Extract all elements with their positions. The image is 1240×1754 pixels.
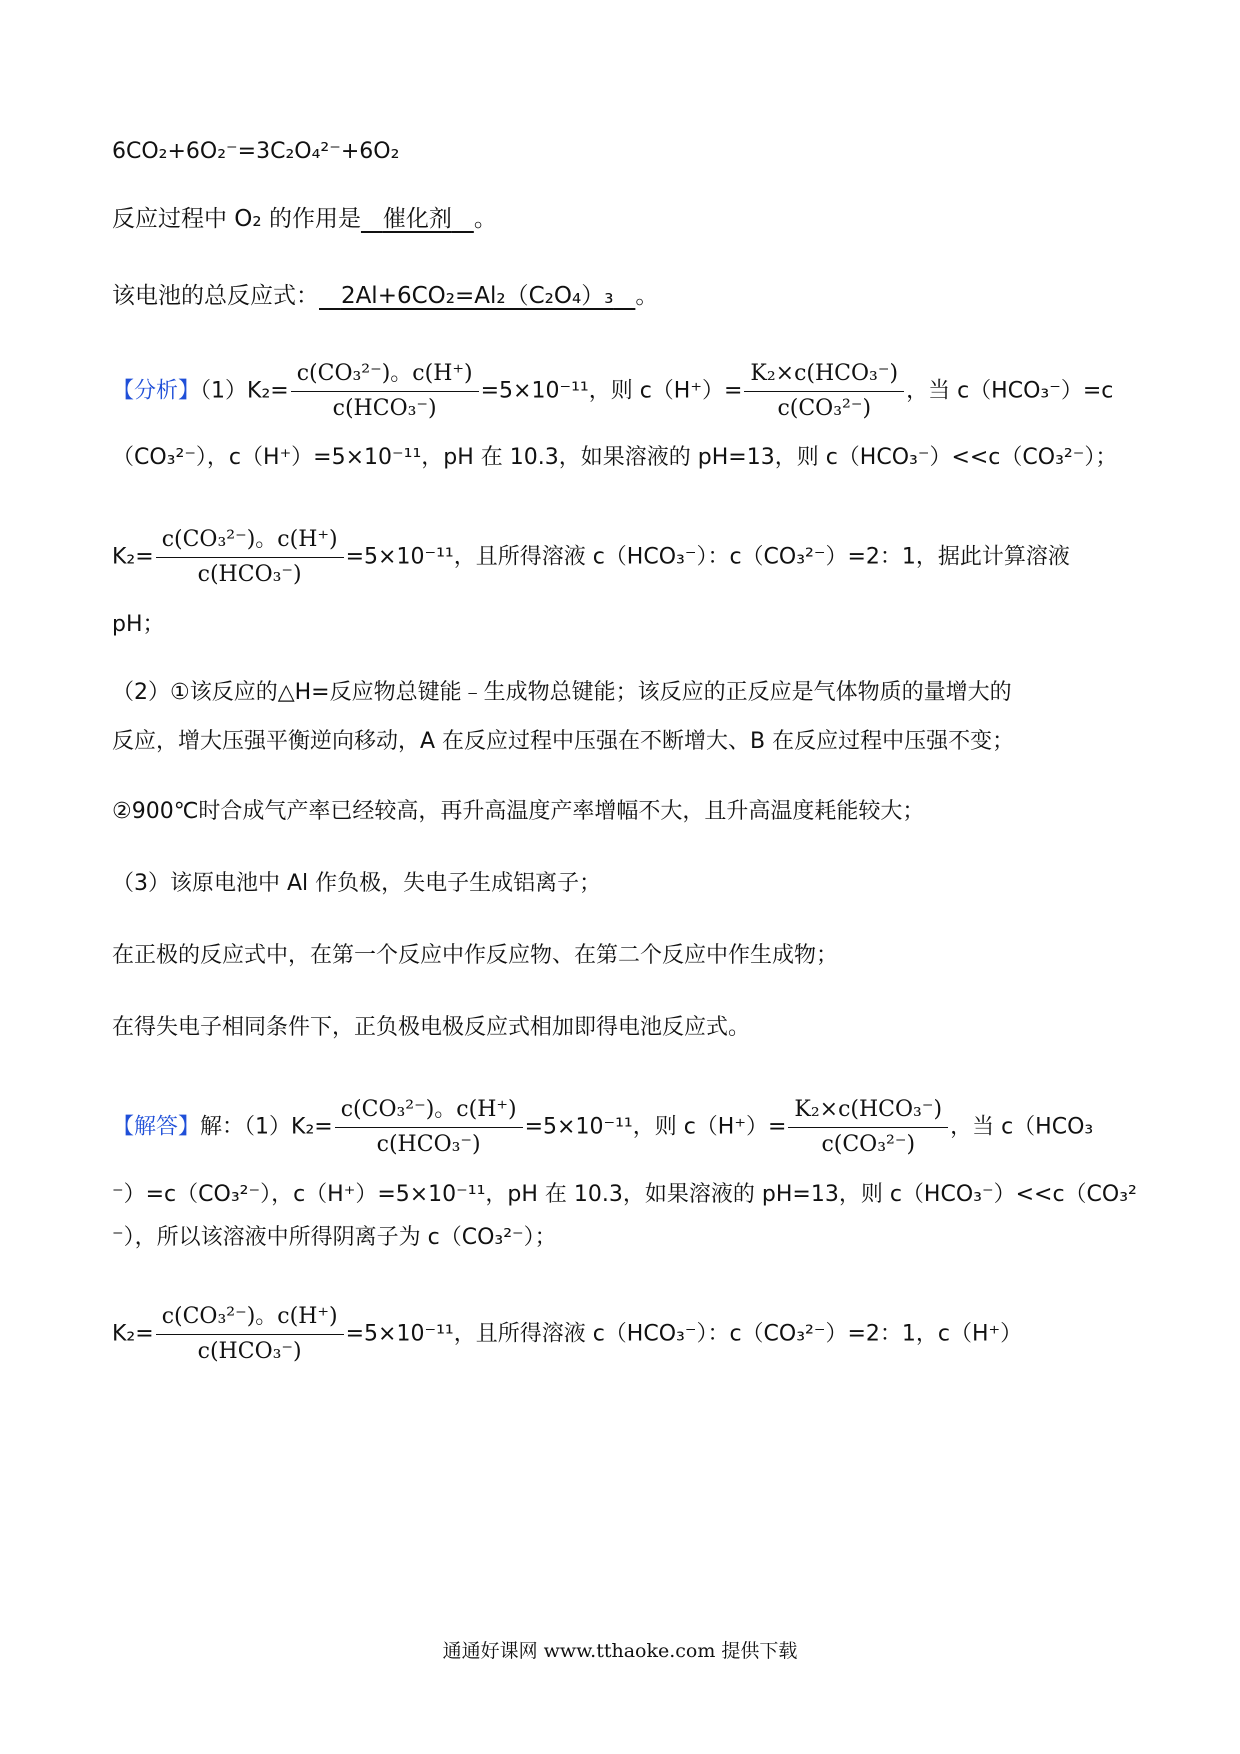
analysis-line-2: （CO₃²⁻），c（H⁺）=5×10⁻¹¹，pH 在 10.3，如果溶液的 pH=13，则 c（HCO₃⁻）<<c（CO₃²⁻）；	[112, 445, 1118, 470]
analysis-line-6: 反应，增大压强平衡逆向移动，A 在反应过程中压强在不断增大、B 在反应过程中压强不变；	[112, 729, 1015, 754]
h-fraction: $\frac{\text{K₂×c(HCO₃⁻)}}{\text{c(CO₃²⁻)}}$	[788, 1093, 948, 1162]
analysis-line-8: （3）该原电池中 Al 作负极，失电子生成铝离子；	[112, 871, 602, 896]
k2-fraction: $\frac{\text{c(CO₃²⁻)。c(H⁺)}}{\text{c(HCO₃⁻)}}$	[156, 523, 344, 592]
analysis-line-3: K₂= $\frac{\text{c(CO₃²⁻)。c(H⁺)}}{\text{c(HCO₃⁻)}}$ =5×10⁻¹¹，且所得溶液 c（HCO₃⁻）：c（CO₃²⁻）=2：1，据此计算溶液	[112, 523, 1070, 592]
answer-line-4: K₂= $\frac{\text{c(CO₃²⁻)。c(H⁺)}}{\text{c(HCO₃⁻)}}$ =5×10⁻¹¹，且所得溶液 c（HCO₃⁻）：c（CO₃²⁻）=2：1，c（H⁺）	[112, 1300, 1022, 1369]
analysis-tag: 【分析】	[112, 378, 201, 404]
o2-role-line: 反应过程中 O₂ 的作用是 催化剂 。	[112, 206, 497, 232]
o2-role-answer: 催化剂	[382, 206, 452, 232]
total-reaction-line: 该电池的总反应式： 2Al+6CO₂=Al₂（C₂O₄）₃ 。	[112, 283, 659, 309]
analysis-line-5: （2）①该反应的△H=反应物总键能﹣生成物总键能；该反应的正反应是气体物质的量增大的	[112, 680, 1012, 705]
answer-line-1: 【解答】解：（1）K₂= $\frac{\text{c(CO₃²⁻)。c(H⁺)}}{\text{c(HCO₃⁻)}}$ =5×10⁻¹¹，则 c（H⁺）= $\frac{\text{K₂×c(HCO₃⁻)}}{\text{c(CO₃²⁻)}}$ ，当 c（HCO₃	[112, 1093, 1093, 1162]
answer-line-3: ⁻），所以该溶液中所得阴离子为 c（CO₃²⁻）；	[112, 1225, 557, 1250]
h-fraction: $\frac{\text{K₂×c(HCO₃⁻)}}{\text{c(CO₃²⁻)}}$	[744, 357, 904, 426]
analysis-line-4: pH；	[112, 612, 165, 637]
analysis-line-1: 【分析】（1）K₂= $\frac{\text{c(CO₃²⁻)。c(H⁺)}}{\text{c(HCO₃⁻)}}$ =5×10⁻¹¹，则 c（H⁺）= $\frac{\text{K₂×c(HCO₃⁻)}}{\text{c(CO₃²⁻)}}$ ，当 c（HCO₃⁻）=c	[112, 357, 1113, 426]
answer-tag: 【解答】	[112, 1114, 201, 1140]
analysis-line-7: ②900℃时合成气产率已经较高，再升高温度产率增幅不大，且升高温度耗能较大；	[112, 799, 925, 824]
footer-credit: 通通好课网 www.tthaoke.com 提供下载	[442, 1640, 798, 1662]
k2-fraction: $\frac{\text{c(CO₃²⁻)。c(H⁺)}}{\text{c(HCO₃⁻)}}$	[291, 357, 479, 426]
equation-oxalate: 6CO₂+6O₂⁻=3C₂O₄²⁻+6O₂	[112, 139, 400, 164]
total-reaction-answer: 2Al+6CO₂=Al₂（C₂O₄）₃	[340, 283, 614, 309]
k2-fraction: $\frac{\text{c(CO₃²⁻)。c(H⁺)}}{\text{c(HCO₃⁻)}}$	[335, 1093, 523, 1162]
analysis-line-9: 在正极的反应式中，在第一个反应中作反应物、在第二个反应中作生成物；	[112, 943, 839, 968]
k2-fraction: $\frac{\text{c(CO₃²⁻)。c(H⁺)}}{\text{c(HCO₃⁻)}}$	[156, 1300, 344, 1369]
answer-line-2: ⁻）=c（CO₃²⁻），c（H⁺）=5×10⁻¹¹，pH 在 10.3，如果溶液的 pH=13，则 c（HCO₃⁻）<<c（CO₃²	[112, 1182, 1137, 1207]
analysis-line-10: 在得失电子相同条件下，正负极电极反应式相加即得电池反应式。	[112, 1015, 751, 1040]
